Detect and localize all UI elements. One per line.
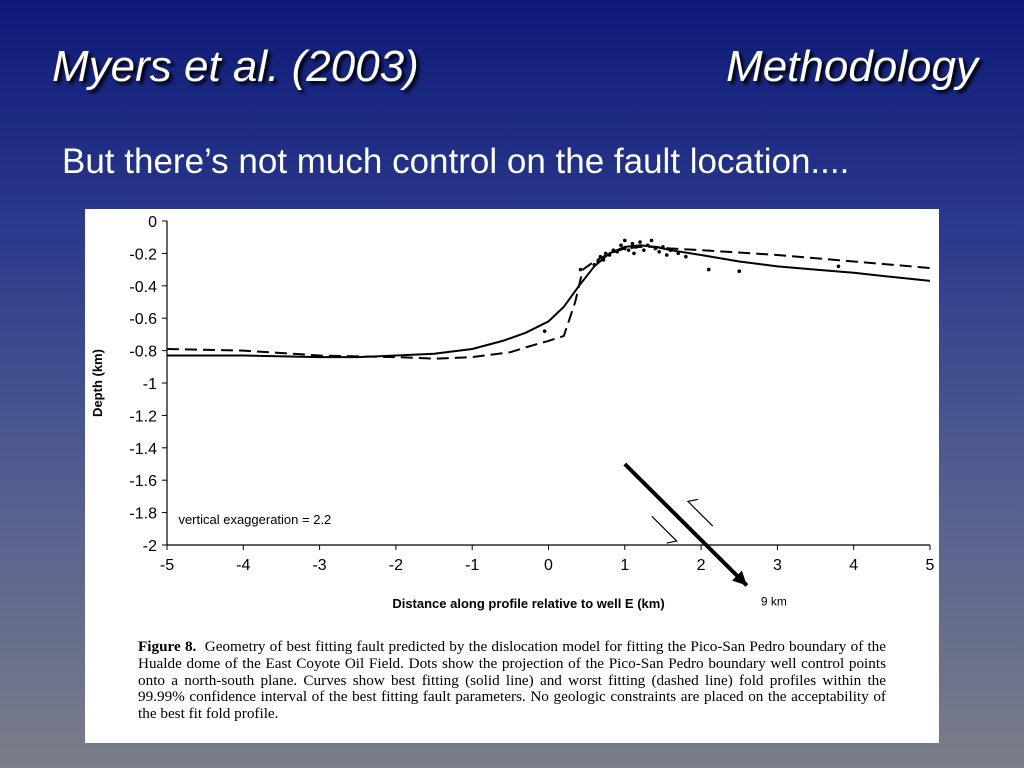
well-control-point — [592, 263, 596, 267]
well-control-point — [612, 248, 616, 252]
slip-arrow-up-icon — [688, 499, 713, 526]
x-tick-label: -2 — [388, 557, 404, 574]
well-control-point — [596, 260, 600, 264]
slip-arrow-down-icon — [652, 516, 677, 543]
well-control-point — [684, 255, 688, 259]
x-tick-label: 3 — [772, 557, 782, 574]
x-tick-label: 4 — [849, 557, 859, 574]
well-control-point — [646, 244, 650, 248]
well-control-point — [642, 248, 646, 252]
well-control-point — [632, 252, 636, 256]
x-tick-label: 0 — [544, 557, 553, 574]
x-tick-label: -3 — [312, 557, 327, 574]
x-tick-label: 2 — [696, 557, 706, 574]
y-tick-label: -0.6 — [129, 311, 157, 329]
well-control-point — [631, 242, 635, 246]
well-control-point — [657, 250, 661, 254]
y-tick-label: -1.4 — [129, 440, 157, 458]
slide-title-right: Methodology — [726, 42, 978, 91]
x-tick-label: 1 — [620, 557, 630, 574]
well-control-point — [602, 258, 606, 262]
y-tick-label: -0.4 — [129, 278, 157, 296]
fault-length-label: 9 km — [760, 594, 787, 609]
x-tick-label: 5 — [925, 557, 935, 574]
well-control-point — [627, 248, 631, 252]
well-control-point — [604, 252, 608, 256]
well-control-point — [676, 252, 680, 256]
well-control-point — [650, 239, 654, 243]
well-control-point — [665, 253, 669, 257]
well-control-point — [599, 255, 603, 259]
worst-fit-dashed-line — [167, 247, 930, 359]
figure-panel — [85, 209, 939, 743]
depth-profile-chart — [85, 209, 939, 629]
well-control-point — [654, 247, 658, 251]
y-tick-label: -1.8 — [129, 505, 157, 523]
y-tick-label: -1 — [142, 376, 157, 393]
well-control-point — [615, 250, 619, 254]
y-tick-label: -1.6 — [129, 473, 157, 491]
well-control-point — [707, 268, 711, 272]
caption-text: Geometry of best fitting fault predicted by the dislocation model for fitting the Pico-San Pedro boundary of the Hualde dome of the East Coyote Oil Field. Dots show the projection of the Pico-San Pedro boundary well control points onto a north-south plane. Curves show best fitting (solid line) and worst fitting (dashed line) fold profiles within the 99.99% confidence interval of the best fitting fault parameters. No geologic constraints are placed on the acceptability of the best fit fold profile. — [138, 638, 887, 723]
well-control-point — [737, 269, 741, 273]
y-tick-label: -2 — [142, 538, 157, 555]
x-tick-label: -5 — [159, 557, 175, 574]
well-control-point — [661, 245, 665, 249]
y-tick-label: -0.8 — [129, 343, 157, 361]
well-control-point — [669, 248, 673, 252]
well-control-point — [623, 247, 627, 251]
well-control-point — [543, 329, 547, 333]
well-control-point — [634, 245, 638, 249]
slide-title-left: Myers et al. (2003) — [52, 42, 419, 91]
x-axis-label: Distance along profile relative to well E (km) — [392, 596, 665, 611]
well-control-point — [623, 239, 627, 243]
caption-label: Figure 8. — [138, 638, 197, 655]
y-tick-label: 0 — [148, 214, 157, 231]
figure-caption — [138, 639, 886, 723]
fault-line — [625, 464, 747, 586]
well-control-point — [608, 253, 612, 257]
y-axis-label: Depth (km) — [90, 349, 105, 417]
y-tick-label: -0.2 — [129, 246, 157, 264]
vertical-exaggeration-note: vertical exaggeration = 2.2 — [178, 511, 332, 527]
well-control-point — [579, 268, 583, 272]
y-tick-label: -1.2 — [129, 408, 157, 426]
well-control-point — [619, 244, 623, 248]
well-control-point — [638, 240, 642, 244]
x-tick-label: -4 — [236, 557, 251, 574]
x-tick-label: -1 — [465, 557, 480, 574]
well-control-point — [837, 265, 841, 269]
slide-subtitle: But there’s not much control on the fault location.... — [62, 142, 850, 181]
